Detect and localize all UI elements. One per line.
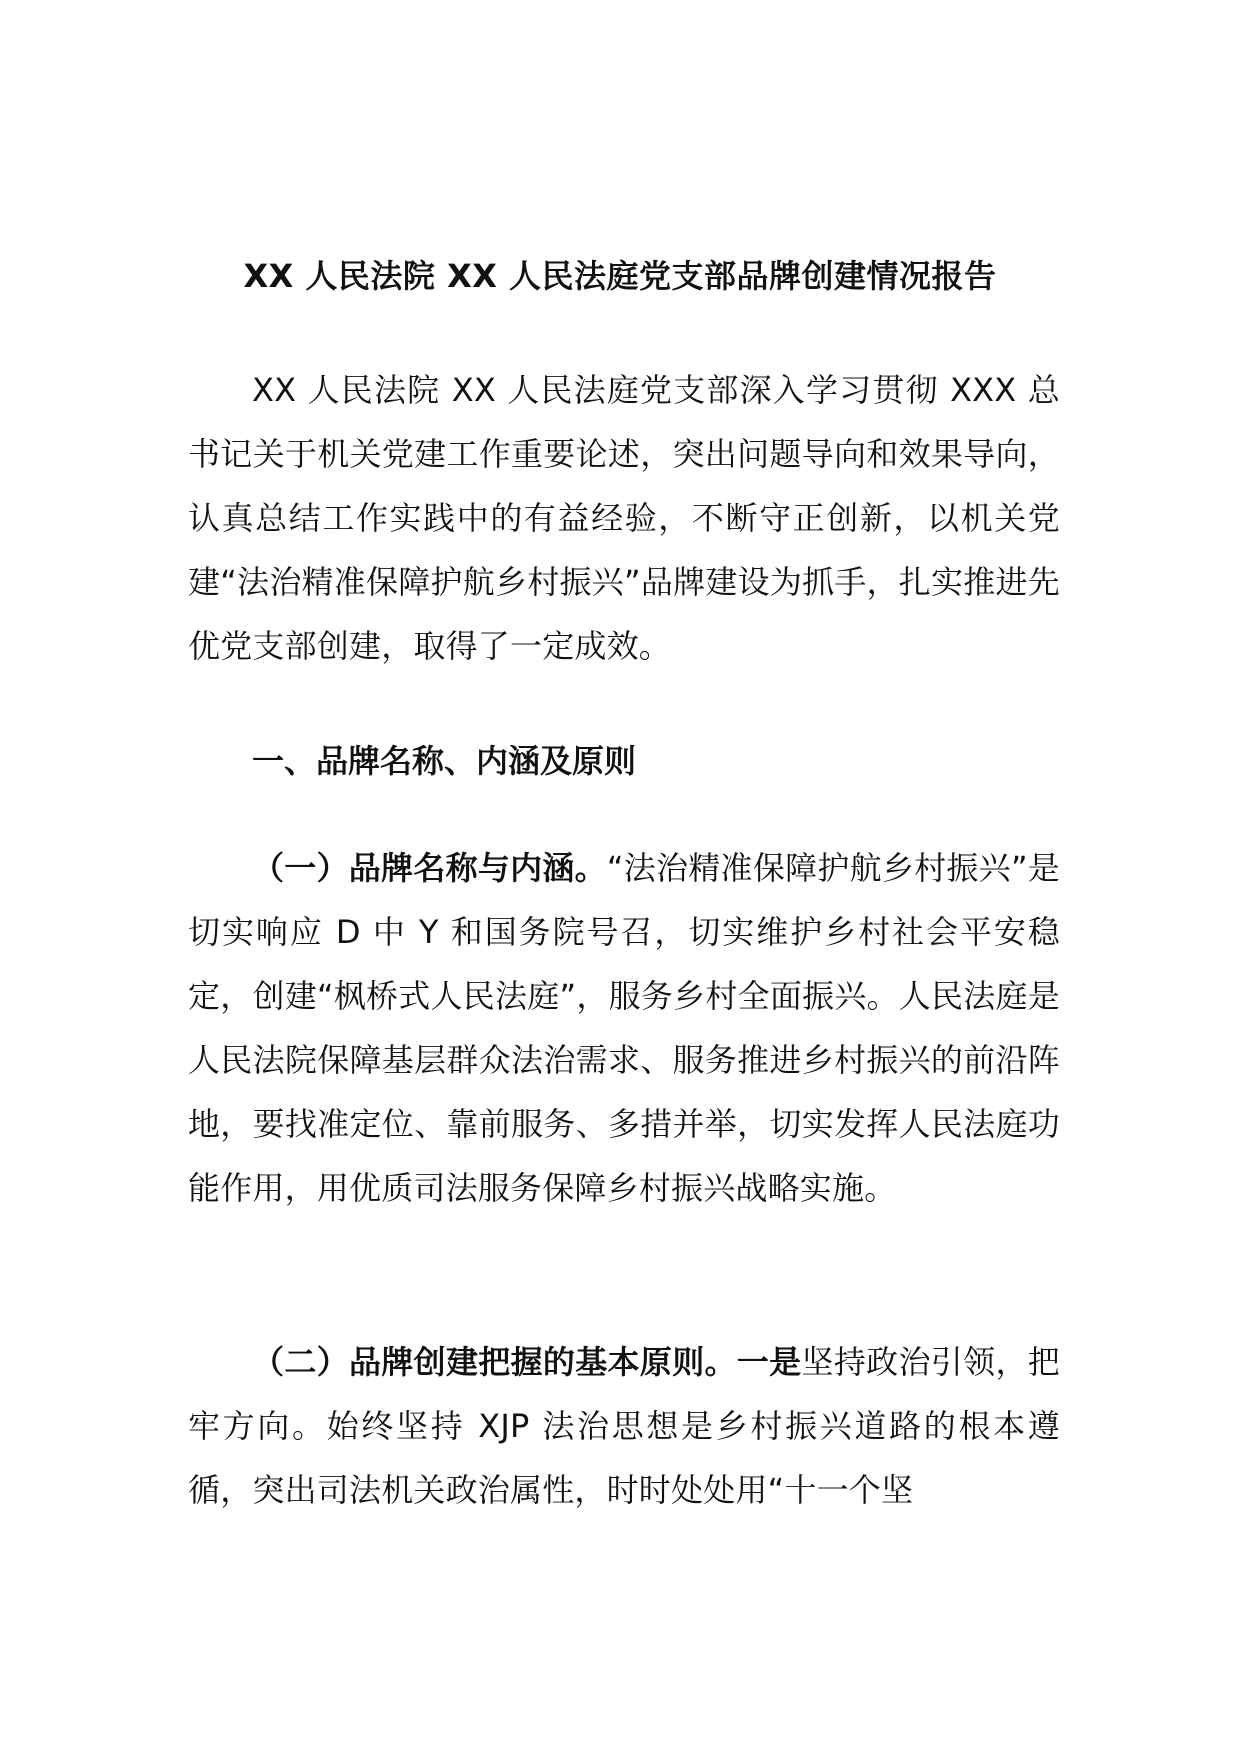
subsection-two-marker: 一是 (736, 1343, 802, 1381)
subsection-two-body: 坚持政治引领，把牢方向。始终坚持 XJP 法治思想是乡村振兴道路的根本遵循，突出司法机关政治属性，时时处处用“十一个坚 (188, 1343, 1060, 1509)
subsection-two-paragraph (188, 1330, 1060, 1522)
document-title: XX 人民法院 XX 人民法庭党支部品牌创建情况报告 (243, 257, 997, 295)
intro-paragraph: XX 人民法院 XX 人民法庭党支部深入学习贯彻 XXX 总书记关于机关党建工作重要论述，突出问题导向和效果导向，认真总结工作实践中的有益经验，不断守正创新，以机关党建“法治精准保障护航乡村振兴”品牌建设为抓手，扎实推进先优党支部创建，取得了一定成效。 (188, 371, 1060, 665)
section-heading: 一、品牌名称、内涵及原则 (252, 742, 637, 780)
subsection-one-paragraph (188, 836, 1060, 1220)
subsection-one-lead: （一）品牌名称与内涵。 (252, 849, 607, 887)
subsection-one-body: “法治精准保障护航乡村振兴”是切实响应 D 中 Y 和国务院号召，切实维护乡村社会平安稳定，创建“枫桥式人民法庭”，服务乡村全面振兴。人民法庭是人民法院保障基层群众法治需求、服务推进乡村振兴的前沿阵地，要找准定位、靠前服务、多措并举，切实发挥人民法庭功能作用，用优质司法服务保障乡村振兴战略实施。 (188, 849, 1060, 1207)
subsection-two-lead: （二）品牌创建把握的基本原则。 (252, 1343, 737, 1381)
